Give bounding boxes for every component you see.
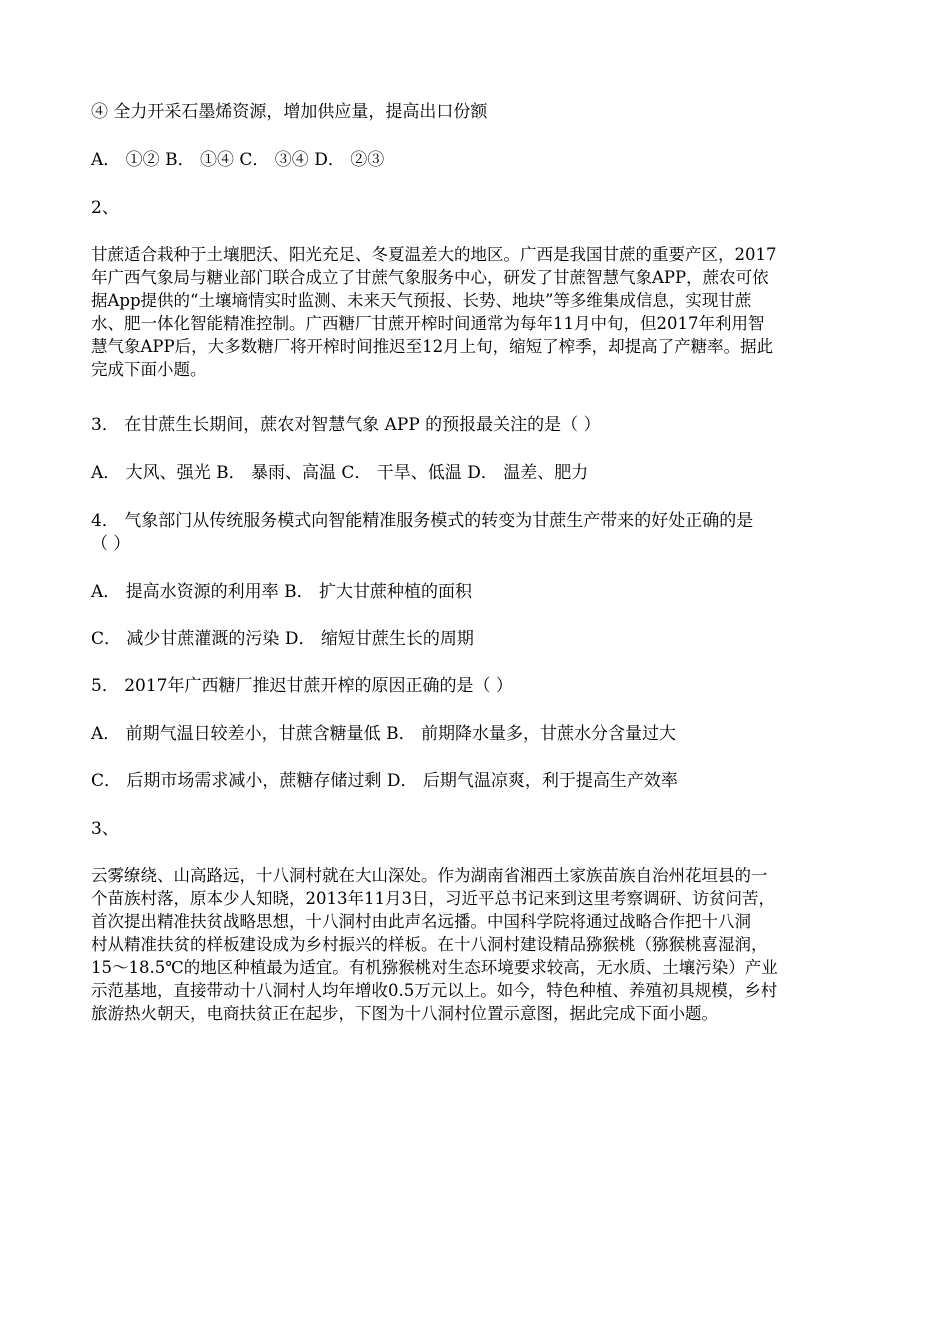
passage-line: 云雾缭绕、山高路远，十八洞村就在大山深处。作为湖南省湘西土家族苗族自治州花垣县的一 [91, 866, 768, 885]
passage-line: 年广西气象局与糖业部门联合成立了甘蔗气象服务中心，研发了甘蔗智慧气象APP，蔗农可依 [91, 268, 769, 287]
section-3-label: 3、 [91, 819, 119, 839]
question-3: 3． 在甘蔗生长期间，蔗农对智慧气象 APP 的预报最关注的是（ ） [91, 415, 601, 435]
question-5-choices-ab: A． 前期气温日较差小，甘蔗含糖量低 B． 前期降水量多，甘蔗水分含量过大 [91, 724, 676, 744]
passage-line: 慧气象APP后，大多数糖厂将开榨时间推迟至12月上旬，缩短了榨季，却提高了产糖率。据此 [91, 337, 774, 356]
passage-line: 村从精准扶贫的样板建设成为乡村振兴的样板。在十八洞村建设精品猕猴桃（猕猴桃喜湿润， [91, 935, 768, 954]
question-1-choices: A． ①② B． ①④ C． ③④ D． ②③ [91, 150, 385, 170]
passage-line: 水、肥一体化智能精准控制。广西糖厂甘蔗开榨时间通常为每年11月中旬，但2017年利用智 [91, 314, 765, 333]
question-5-choices-cd: C． 后期市场需求减小，蔗糖存储过剩 D． 后期气温凉爽，利于提高生产效率 [91, 771, 678, 791]
passage-line: 旅游热火朝天，电商扶贫正在起步，下图为十八洞村位置示意图，据此完成下面小题。 [91, 1004, 718, 1023]
passage-line: 据App提供的“土壤墒情实时监测、未来天气预报、长势、地块”等多维集成信息，实现甘蔗 [91, 291, 752, 310]
question-4-choices-ab: A． 提高水资源的利用率 B． 扩大甘蔗种植的面积 [91, 582, 472, 602]
passage-line: 个苗族村落，原本少人知晓，2013年11月3日，习近平总书记来到这里考察调研、访贫问苦， [91, 889, 775, 908]
section-3-passage [91, 864, 863, 1025]
question-4-choices-cd: C． 减少甘蔗灌溉的污染 D． 缩短甘蔗生长的周期 [91, 629, 474, 649]
passage-line: 15～18.5℃的地区种植最为适宜。有机猕猴桃对生态环境要求较高，无水质、土壤污染）产业 [91, 958, 778, 977]
passage-line: 完成下面小题。 [91, 360, 207, 379]
question-4: 4． 气象部门从传统服务模式向智能精准服务模式的转变为甘蔗生产带来的好处正确的是 [91, 511, 754, 531]
section-2-passage [91, 243, 863, 381]
passage-line: 甘蔗适合栽种于土壤肥沃、阳光充足、冬夏温差大的地区。广西是我国甘蔗的重要产区，2017 [91, 245, 777, 264]
question-3-choices: A． 大风、强光 B． 暴雨、高温 C． 干旱、低温 D． 温差、肥力 [91, 463, 589, 483]
question-1-option-4: ④ 全力开采石墨烯资源，增加供应量，提高出口份额 [91, 102, 488, 122]
question-4-continuation: （ ） [91, 534, 131, 554]
question-5: 5． 2017年广西糖厂推迟甘蔗开榨的原因正确的是（ ） [91, 676, 513, 696]
passage-line: 示范基地，直接带动十八洞村人均年增收0.5万元以上。如今，特色种植、养殖初具规模，乡村 [91, 981, 778, 1000]
section-2-label: 2、 [91, 198, 119, 218]
passage-line: 首次提出精准扶贫战略思想，十八洞村由此声名远播。中国科学院将通过战略合作把十八洞 [91, 912, 751, 931]
